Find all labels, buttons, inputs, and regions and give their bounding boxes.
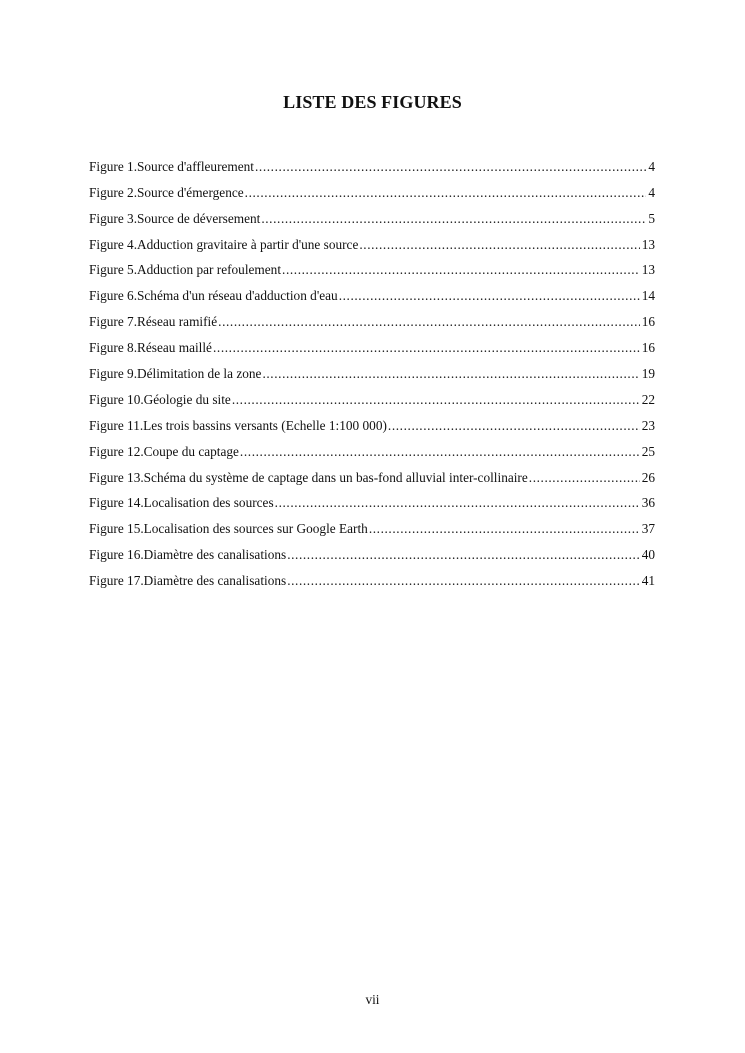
toc-entry-label: Figure 9.Délimitation de la zone [89,366,262,382]
dot-leader [213,340,640,356]
toc-entry-label: Figure 5.Adduction par refoulement [89,262,282,278]
dot-leader [282,262,640,278]
toc-entry-page: 4 [648,184,655,200]
toc-entry-label: Figure 14.Localisation des sources [89,495,274,511]
toc-entry[interactable] [89,408,655,434]
toc-entry-label: Figure 17.Diamètre des canalisations [89,573,287,589]
dot-leader [275,495,640,511]
toc-entry-page: 16 [641,314,655,330]
toc-entry-page: 4 [648,158,655,174]
toc-entry-page: 13 [641,262,655,278]
toc-entry-page: 23 [641,417,655,433]
toc-entry-page: 26 [641,469,655,485]
toc-entry-label: Figure 4.Adduction gravitaire à partir d'une source [89,236,359,252]
toc-entry[interactable] [89,201,655,227]
dot-leader [529,470,640,486]
toc-entry[interactable] [89,434,655,460]
dot-leader [232,392,640,408]
toc-entry-page: 14 [641,288,655,304]
toc-entry[interactable] [89,253,655,279]
figure-list [89,149,655,589]
dot-leader [261,211,646,227]
toc-entry[interactable] [89,149,655,175]
dot-leader [255,159,646,175]
toc-entry[interactable] [89,382,655,408]
toc-entry-page: 22 [641,391,655,407]
dot-leader [262,366,639,382]
toc-entry[interactable] [89,460,655,486]
dot-leader [240,444,640,460]
dot-leader [245,185,647,201]
toc-entry-label: Figure 11.Les trois bassins versants (Echelle 1:100 000) [89,417,387,433]
toc-entry-page: 16 [641,340,655,356]
toc-entry-label: Figure 15.Localisation des sources sur Google Earth [89,521,368,537]
dot-leader [218,314,640,330]
dot-leader [359,237,639,253]
toc-entry[interactable] [89,278,655,304]
toc-entry-page: 37 [641,521,655,537]
toc-entry[interactable] [89,175,655,201]
toc-entry[interactable] [89,330,655,356]
toc-entry-label: Figure 3.Source de déversement [89,210,261,226]
toc-entry-label: Figure 8.Réseau maillé [89,340,212,356]
toc-entry-page: 36 [641,495,655,511]
toc-entry[interactable] [89,304,655,330]
page-title: LISTE DES FIGURES [283,92,462,112]
toc-entry-label: Figure 10.Géologie du site [89,391,231,407]
toc-entry-label: Figure 16.Diamètre des canalisations [89,547,287,563]
toc-entry-label: Figure 6.Schéma d'un réseau d'adduction d'eau [89,288,338,304]
dot-leader [287,547,640,563]
toc-entry[interactable] [89,563,655,589]
toc-entry-page: 13 [641,236,655,252]
dot-leader [369,521,640,537]
page-number: vii [365,992,380,1007]
toc-entry[interactable] [89,486,655,512]
toc-entry[interactable] [89,537,655,563]
toc-entry-label: Figure 13.Schéma du système de captage dans un bas-fond alluvial inter-collinaire [89,469,528,485]
toc-entry[interactable] [89,511,655,537]
toc-entry[interactable] [89,227,655,253]
dot-leader [287,573,640,589]
toc-entry-page: 19 [641,366,655,382]
toc-entry-page: 41 [641,573,655,589]
dot-leader [339,288,640,304]
dot-leader [388,418,640,434]
toc-entry-page: 25 [641,443,655,459]
toc-entry-page: 40 [641,547,655,563]
toc-entry-label: Figure 1.Source d'affleurement [89,158,254,174]
toc-entry-label: Figure 7.Réseau ramifié [89,314,218,330]
toc-entry-page: 5 [648,210,655,226]
toc-entry[interactable] [89,356,655,382]
toc-entry-label: Figure 12.Coupe du captage [89,443,239,459]
toc-entry-label: Figure 2.Source d'émergence [89,184,244,200]
